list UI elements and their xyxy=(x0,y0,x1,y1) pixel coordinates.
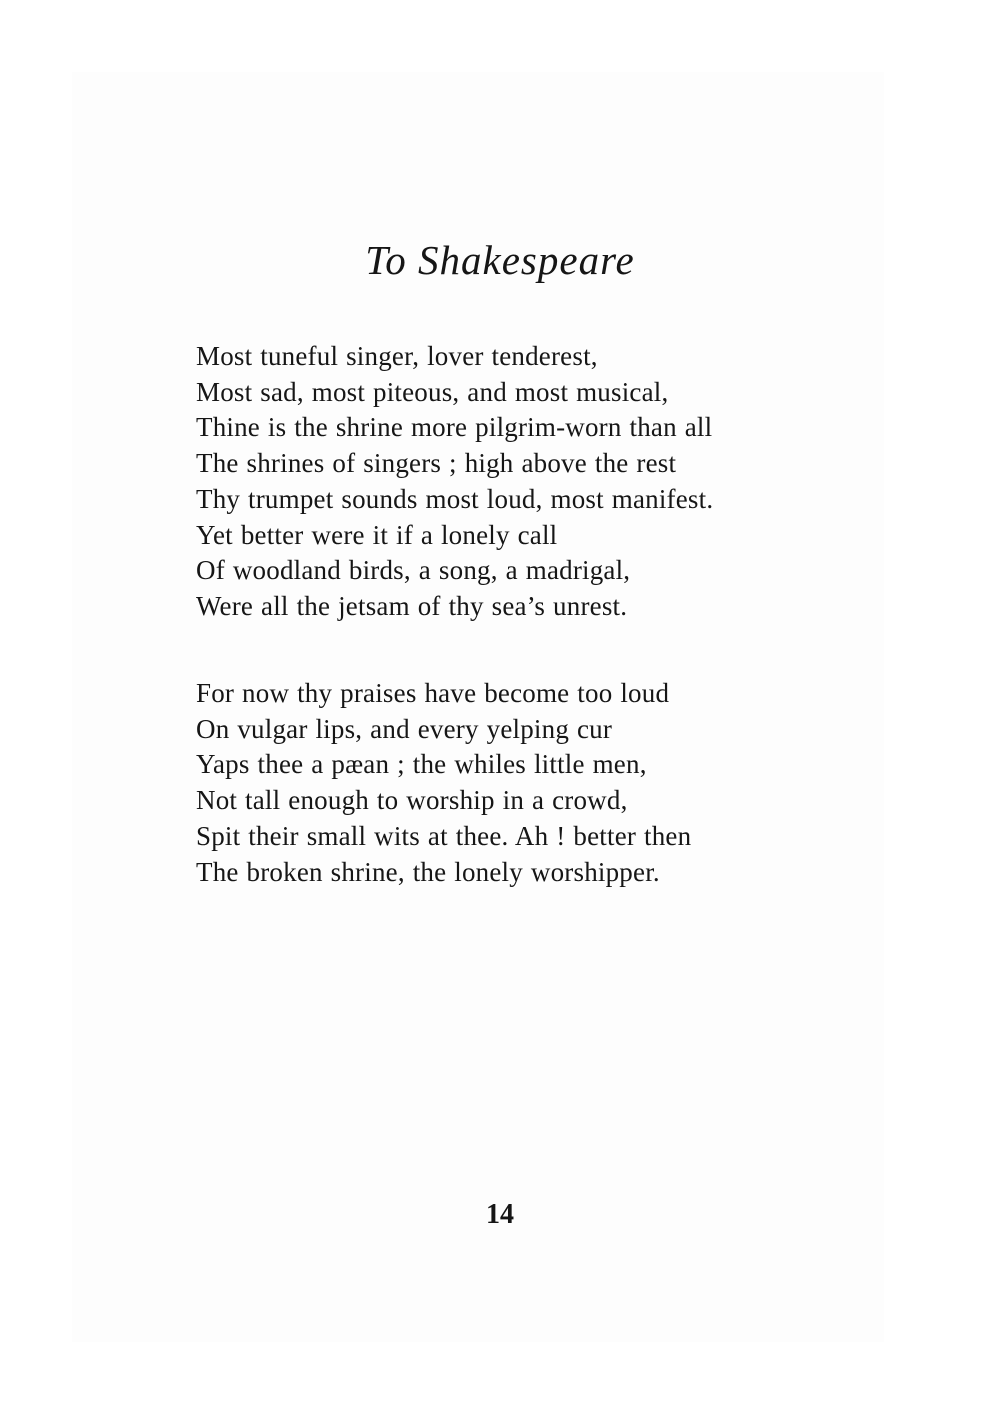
poem-line: Thine is the shrine more pilgrim-worn than all xyxy=(196,412,713,443)
poem-line: Spit their small wits at thee. Ah ! better then xyxy=(196,820,692,851)
poem-line: On vulgar lips, and every yelping cur xyxy=(196,713,613,744)
poem-line: Yet better were it if a lonely call xyxy=(196,519,558,550)
stanza-2 xyxy=(196,676,691,890)
poem-line: Thy trumpet sounds most loud, most manifest. xyxy=(196,483,714,514)
poem-line: Of woodland birds, a song, a madrigal, xyxy=(196,555,631,586)
poem-line: Were all the jetsam of thy sea’s unrest. xyxy=(196,590,628,621)
page-number: 14 xyxy=(486,1199,514,1230)
poem-line: The broken shrine, the lonely worshipper. xyxy=(196,856,660,887)
poem-line: Most sad, most piteous, and most musical, xyxy=(196,376,669,407)
poem-line: For now thy praises have become too loud xyxy=(196,678,670,708)
poem-line: The shrines of singers ; high above the rest xyxy=(196,448,677,479)
poem-line: Yaps thee a pæan ; the whiles little men, xyxy=(196,749,647,780)
poem-title: To Shakespeare xyxy=(365,237,635,283)
poem-line: Most tuneful singer, lover tenderest, xyxy=(196,341,598,371)
stanza-1 xyxy=(196,339,713,625)
poem-line: Not tall enough to worship in a crowd, xyxy=(196,785,628,816)
